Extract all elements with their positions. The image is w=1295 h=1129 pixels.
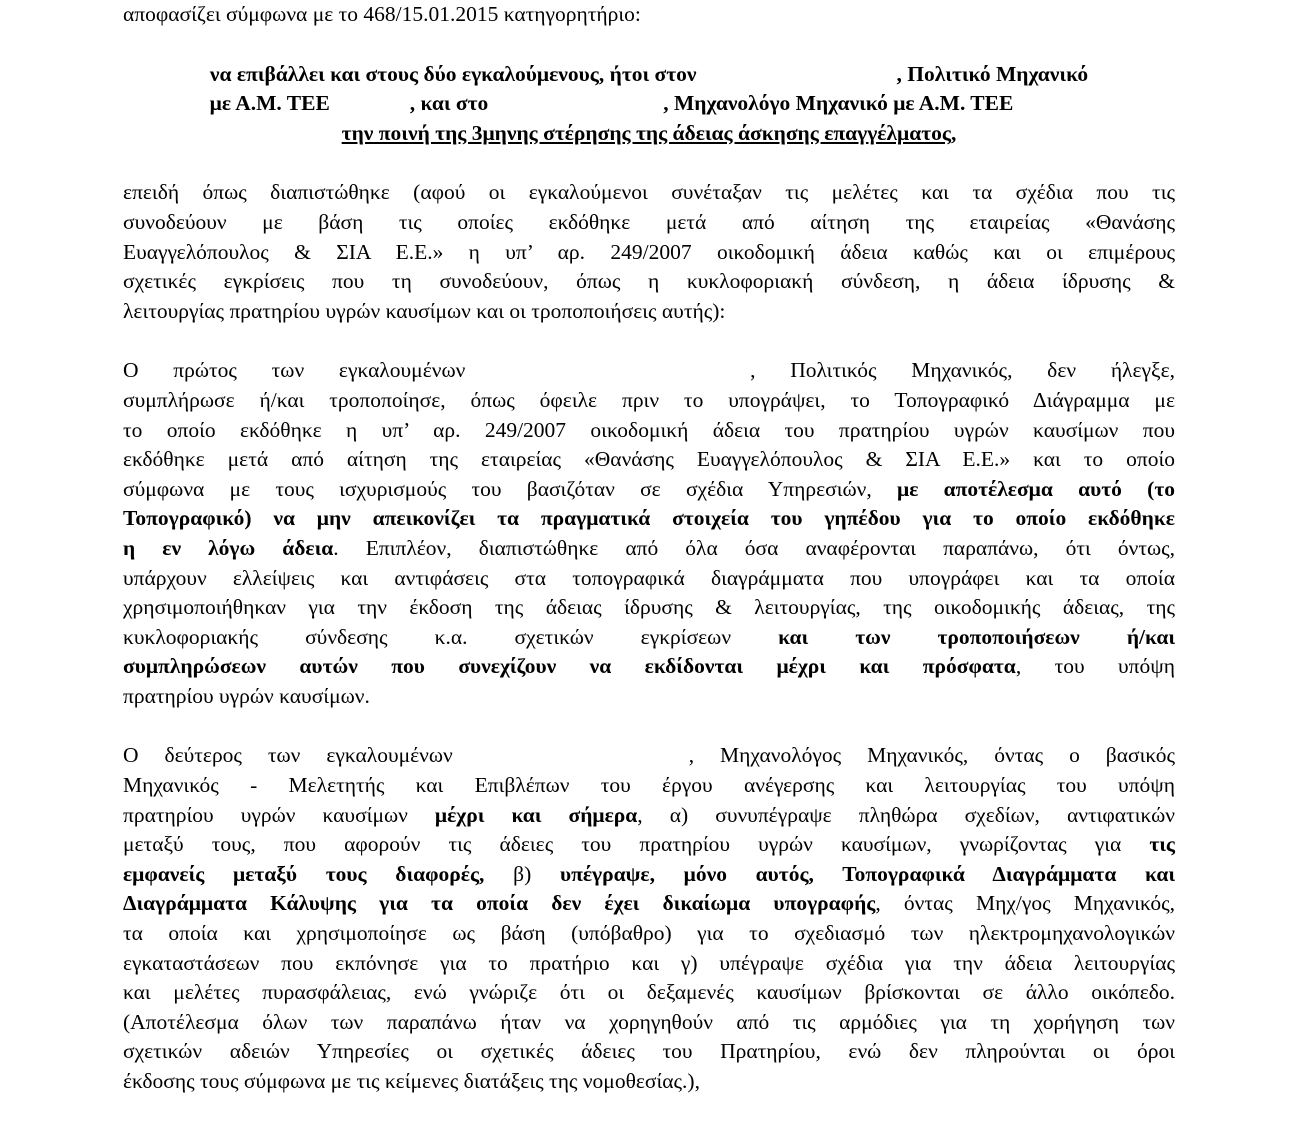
paragraph-line: [123, 504, 1175, 534]
paragraph-second-defendant: [123, 741, 1175, 1096]
paragraph-reasoning: [123, 178, 1175, 326]
bold-text: συμπληρώσεων αυτών που συνεχίζουν να εκδίδονται μέχρι και πρόσφατα: [123, 654, 1016, 679]
paragraph-line: τα οποία και χρησιμοποίησε ως βάση (υπόβαθρο) για το σχεδιασμό των ηλεκτρομηχανολογικών: [123, 921, 1175, 946]
decision-block: [123, 60, 1175, 149]
paragraph-line: το οποίο εκδόθηκε η υπ’ αρ. 249/2007 οικοδομική άδεια του πρατηρίου υγρών καυσίμων που: [123, 417, 1175, 442]
decision-text: με Α.Μ. ΤΕΕ: [209, 91, 330, 116]
decision-text: να επιβάλλει και στους δύο εγκαλούμενους, ήτοι στον: [209, 61, 697, 86]
text: κυκλοφοριακής σύνδεσης κ.α. σχετικών εγκρίσεων: [123, 624, 732, 649]
paragraph-line: [123, 652, 1175, 682]
intro-line: αποφασίζει σύμφωνα με το 468/15.01.2015 κατηγορητήριο:: [123, 2, 641, 26]
redacted-number: [330, 89, 410, 119]
redacted-name: [488, 89, 663, 119]
paragraph-line: συνοδεύουν με βάση τις οποίες εκδόθηκε μετά από αίτηση της εταιρείας «Θανάσης: [123, 209, 1175, 234]
bold-text: και των τροποποιήσεων ή/και: [778, 624, 1176, 649]
paragraph-first-defendant: [123, 356, 1175, 711]
text: , Πολιτικός Μηχανικός, δεν ήλεγξε,: [750, 358, 1176, 383]
decision-text: , Πολιτικό Μηχανικό: [896, 61, 1089, 86]
paragraph-line: [123, 801, 1175, 831]
paragraph-line: λειτουργίας πρατηρίου υγρών καυσίμων και οι τροποποιήσεις αυτής):: [123, 298, 726, 323]
bold-text: Διαγράμματα Κάλυψης για τα οποία δεν έχει δικαίωμα υπογραφής: [123, 891, 876, 916]
text: Ο πρώτος των εγκαλουμένων: [123, 358, 466, 383]
paragraph-line: [123, 623, 1175, 653]
decision-line-3: [123, 119, 1175, 149]
text: , του υπόψη: [1015, 654, 1175, 679]
bold-text: με αποτέλεσμα αυτό (το: [897, 476, 1175, 501]
paragraph-line: έκδοσης τους σύμφωνα με τις κείμενες διατάξεις της νομοθεσίας.),: [123, 1069, 700, 1093]
redacted-name: [697, 60, 897, 90]
spacer: [123, 326, 1175, 356]
bold-text: Τοπογραφικό) να μην απεικονίζει τα πραγματικά στοιχεία του γηπέδου για το οποίο εκδόθηκε: [123, 506, 1175, 531]
decision-text: ,: [950, 120, 957, 145]
redacted-name: [479, 741, 689, 771]
paragraph-line: χρησιμοποιήθηκαν για την έκδοση της άδειας ίδρυσης & λειτουργίας, της οικοδομικής άδειας, της: [123, 595, 1175, 620]
paragraph-line: [123, 830, 1175, 860]
paragraph-line: [123, 475, 1175, 505]
bold-text: η εν λόγω άδεια: [123, 535, 334, 560]
paragraph-line: υπάρχουν ελλείψεις και αντιφάσεις στα τοπογραφικά διαγράμματα που υπογράφει και τα οποία: [123, 565, 1175, 590]
spacer: [123, 148, 1175, 178]
paragraph-line: συμπλήρωσε ή/και τροποποίησε, όπως όφειλε πριν το υπογράψει, το Τοπογραφικό Διάγραμμα με: [123, 387, 1175, 412]
redacted-name: [500, 356, 750, 386]
document-page: [123, 0, 1175, 1097]
paragraph-line: πρατηρίου υγρών καυσίμων.: [123, 683, 370, 708]
text: μεταξύ τους, που αφορούν τις άδειες του πρατηρίου υγρών καυσίμων, γνωρίζοντας για: [123, 832, 1122, 857]
text: β): [484, 861, 532, 886]
paragraph-line: (Αποτέλεσμα όλων των παραπάνω ήταν να χορηγηθούν από τις αρμόδιες για τη χορήγηση των: [123, 1009, 1175, 1034]
text: . Επιπλέον, διαπιστώθηκε από όλα όσα αναφέρονται παραπάνω, ότι όντως,: [333, 535, 1175, 560]
bold-text: εμφανείς μεταξύ τους διαφορές,: [123, 861, 485, 886]
decision-line-1: [123, 60, 1175, 90]
text: σύμφωνα με τους ισχυρισμούς του βασιζόταν σε σχέδια Υπηρεσιών,: [123, 476, 872, 501]
spacer: [123, 30, 1175, 60]
text: , όντας Μηχ/γος Μηχανικός,: [875, 891, 1175, 916]
penalty-text: την ποινή της 3μηνης στέρησης της άδειας άσκησης επαγγέλματος: [341, 120, 951, 145]
decision-line-2: [123, 89, 1175, 119]
paragraph-line: [123, 860, 1175, 890]
paragraph-line: σχετικών αδειών Υπηρεσίες οι σχετικές άδειες του Πρατηρίου, ενώ δεν πληρούνται οι όροι: [123, 1039, 1175, 1064]
paragraph-line: σχετικές εγκρίσεις που τη συνοδεύουν, όπως η κυκλοφοριακή σύνδεση, η άδεια ίδρυσης &: [123, 269, 1175, 294]
paragraph-line: [123, 889, 1175, 919]
text: , α) συνυπέγραψε πληθώρα σχεδίων, αντιφατικών: [637, 802, 1176, 827]
paragraph-line: [123, 356, 1175, 386]
paragraph-line: [123, 741, 1175, 771]
paragraph-line: επειδή όπως διαπιστώθηκε (αφού οι εγκαλούμενοι συνέταξαν τις μελέτες και τα σχέδια που τις: [123, 180, 1175, 205]
paragraph-line: εκδόθηκε μετά από αίτηση της εταιρείας «Θανάσης Ευαγγελόπουλος & ΣΙΑ Ε.Ε.» και το οποίο: [123, 447, 1175, 472]
bold-text: υπέγραψε, μόνο αυτός, Τοπογραφικά Διαγράμματα και: [559, 861, 1176, 886]
paragraph-line: εγκαταστάσεων που εκπόνησε για το πρατήριο και γ) υπέγραψε σχέδια για την άδεια λειτουργίας: [123, 950, 1175, 975]
bold-text: τις: [1149, 832, 1175, 857]
text: Ο δεύτερος των εγκαλουμένων: [123, 743, 453, 768]
spacer: [123, 711, 1175, 741]
paragraph-line: και μελέτες πυρασφάλειας, ενώ γνώριζε ότι οι δεξαμενές καυσίμων βρίσκονται σε άλλο οικόπεδο.: [123, 980, 1175, 1005]
bold-text: μέχρι και σήμερα: [434, 802, 638, 827]
text: πρατηρίου υγρών καυσίμων: [123, 802, 408, 827]
text: , Μηχανολόγος Μηχανικός, όντας ο βασικός: [688, 743, 1175, 768]
paragraph-line: [123, 534, 1175, 564]
redacted-number: [1013, 89, 1088, 119]
paragraph-line: Ευαγγελόπουλος & ΣΙΑ Ε.Ε.» η υπ’ αρ. 249/2007 οικοδομική άδεια καθώς και οι επιμέρους: [123, 239, 1175, 264]
decision-text: , Μηχανολόγο Μηχανικό με Α.Μ. ΤΕΕ: [663, 91, 1014, 116]
paragraph-line: Μηχανικός - Μελετητής και Επιβλέπων του έργου ανέγερσης και λειτουργίας του υπόψη: [123, 773, 1175, 798]
decision-text: , και στο: [409, 91, 489, 116]
